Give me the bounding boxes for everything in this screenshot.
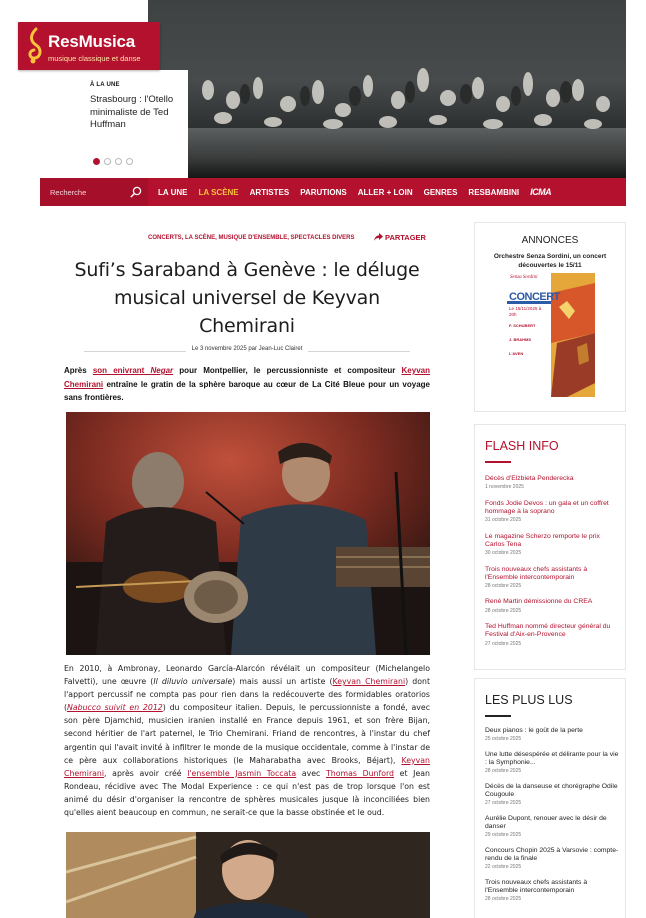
most-read-item-title[interactable]: Concours Chopin 2025 à Varsovie : compte-rendu de la finale xyxy=(485,846,619,862)
body-text-7: et Jean Rondeau, récidive avec The Modal Experience : ce qui n'est pas de trop lorsque l'on est animé du désir d'organiser la rencontre de sphères musicales jusque là inconciliées bien qu'elles aient beaucoup en commun, ne serait-ce que la basse obstinée et le oud. xyxy=(64,768,430,818)
byline xyxy=(64,346,430,352)
flash-item-date: 1 novembre 2025 xyxy=(485,484,524,491)
most-read-item-title[interactable]: Une lutte désespérée et délirante pour la vie : la Symphonie... xyxy=(485,750,619,766)
logo-name: ResMusica xyxy=(48,32,136,51)
flash-item[interactable] xyxy=(485,566,619,589)
most-read-item[interactable] xyxy=(485,751,619,774)
lead-link-text: son enivrant xyxy=(92,366,151,375)
concert-ad[interactable] xyxy=(507,273,595,397)
lead-link-italic: Negar xyxy=(150,366,174,375)
lead-link-negar[interactable] xyxy=(93,366,173,375)
most-read-item[interactable] xyxy=(485,783,619,806)
body-link-nabucco[interactable]: Nabucco suivit en 2012 xyxy=(67,703,163,713)
treble-clef-icon xyxy=(24,27,46,65)
carousel-dots xyxy=(93,158,133,165)
flash-item-date: 28 octobre 2025 xyxy=(485,582,522,589)
featured-card[interactable] xyxy=(80,70,188,178)
search-box xyxy=(40,178,148,206)
body-link-keyvan-2[interactable]: Keyvan Chemirani xyxy=(64,755,430,778)
flash-item-date: 31 octobre 2025 xyxy=(485,517,522,524)
article-lead xyxy=(64,364,430,405)
flash-item[interactable] xyxy=(485,533,619,556)
search-input[interactable] xyxy=(50,185,124,199)
annonces-title: ANNONCES xyxy=(521,235,579,246)
most-read-item-date: 25 octobre 2025 xyxy=(485,736,522,743)
flash-item[interactable] xyxy=(485,500,619,523)
featured-label: À LA UNE xyxy=(90,82,120,88)
nav-menu xyxy=(158,178,551,206)
annonces-box xyxy=(474,222,626,412)
most-read-item[interactable] xyxy=(485,879,619,902)
photo-illustration xyxy=(66,412,430,655)
ad-headline: CONCERT xyxy=(509,291,560,303)
most-read-item[interactable] xyxy=(485,847,619,870)
ad-line-2: J. BRAHMS xyxy=(509,337,532,342)
nav-item-parutions[interactable]: PARUTIONS xyxy=(300,187,347,197)
article-categories[interactable]: CONCERTS, LA SCÈNE, MUSIQUE D'ENSEMBLE, SPECTACLES DIVERS xyxy=(148,235,355,241)
carousel-dot-3[interactable] xyxy=(115,158,122,165)
most-read-rule xyxy=(485,715,511,717)
most-read-item-title[interactable]: Trois nouveaux chefs assistants à l'Ensemble intercontemporain xyxy=(485,878,588,894)
flash-item-date: 27 octobre 2025 xyxy=(485,640,522,647)
nav-item-la-une[interactable]: LA UNE xyxy=(158,187,188,197)
article-body xyxy=(64,662,430,819)
body-text-5: , après avoir créé xyxy=(104,768,188,778)
ad-line-1: F. SCHUBERT xyxy=(509,323,536,328)
most-read-item[interactable] xyxy=(485,727,619,742)
share-button[interactable] xyxy=(374,233,426,242)
most-read-item-date: 27 octobre 2025 xyxy=(485,800,522,807)
body-italic-1: Il diluvio universale xyxy=(153,677,233,687)
share-label: PARTAGER xyxy=(385,233,426,242)
nav-item-genres[interactable]: GENRES xyxy=(423,187,458,197)
icma-logo[interactable]: ICMA xyxy=(530,187,552,197)
carousel-dot-4[interactable] xyxy=(126,158,133,165)
carousel-dot-1[interactable] xyxy=(93,158,100,165)
byline-row xyxy=(64,346,430,356)
flash-info-title: FLASH INFO xyxy=(485,439,559,453)
body-text-4: ) du compositeur italien. Depuis, le percussionniste a fondé, avec son père Djamchid, musicien iranien installé en France depuis 1961, et son frère Bijan, second héritier de l'art paternel, le Trio Chemirani. Friand de rencontres, à l'instar du chef argentin qui l'avait invité à infiltrer le monde de la musique occidentale, comme à l'instar de ce père aux collaborations historiques (le Maharabatha avec Brooks, Béjart), xyxy=(64,703,430,765)
most-read-item[interactable] xyxy=(485,815,619,838)
flash-item-title[interactable]: René Martin démissionne du CREA xyxy=(485,598,593,606)
ad-date: Le 15/11/2025 à 20h xyxy=(509,306,542,317)
article-title: Sufi’s Saraband à Genève : le déluge musical universel de Keyvan Chemirani xyxy=(74,259,420,337)
body-link-keyvan-1[interactable]: Keyvan Chemirani xyxy=(332,677,406,687)
article-photo-pianist xyxy=(66,832,430,918)
flash-item[interactable] xyxy=(485,623,619,646)
article-photo-musicians xyxy=(66,412,430,655)
flash-info-box xyxy=(474,424,626,670)
body-text-1: En 2010, à Ambronay, Leonardo García-Alarcón révélait un compositeur (Michelangelo Falvetti), une œuvre ( xyxy=(64,664,430,687)
flash-item-title[interactable]: Décès d'Elżbieta Penderecka xyxy=(485,475,574,482)
byline-text: Le 3 novembre 2025 par Jean-Luc Clairet xyxy=(188,346,307,352)
most-read-item-date: 22 octobre 2025 xyxy=(485,864,522,871)
featured-title[interactable]: Strasbourg : l'Otello minimaliste de Ted Huffman xyxy=(90,94,174,130)
flash-item-date: 30 octobre 2025 xyxy=(485,550,522,557)
ad-brand: Senza Sordini xyxy=(510,275,538,280)
logo-tagline: musique classique et danse xyxy=(48,54,141,63)
most-read-item-title[interactable]: Décès de la danseuse et chorégraphe Odile Cougoule xyxy=(485,782,618,798)
search-icon[interactable] xyxy=(130,186,142,198)
site-logo[interactable] xyxy=(18,22,160,70)
body-link-jasmin-toccata[interactable]: l'ensemble Jasmin Toccata xyxy=(187,768,297,778)
flash-item-title[interactable]: Le magazine Scherzo remporte le prix Carlos Tena xyxy=(485,532,600,548)
lead-text-2: pour Montpellier, le percussionniste et compositeur xyxy=(173,366,402,375)
most-read-item-title[interactable]: Aurélie Dupont, renouer avec le désir de danser xyxy=(485,814,607,830)
flash-item-title[interactable]: Trois nouveaux chefs assistants à l'Ensemble intercontemporain xyxy=(485,565,588,581)
flash-item-title[interactable]: Fonds Jodie Devos : un gala et un coffret hommage à la soprano xyxy=(485,499,609,515)
most-read-item-date: 28 octobre 2025 xyxy=(485,768,522,775)
lead-text-1: Après xyxy=(64,366,93,375)
body-text-2: ) mais aussi un artiste ( xyxy=(232,677,333,687)
most-read-title: LES PLUS LUS xyxy=(485,693,573,707)
featured-hero-image[interactable] xyxy=(148,0,626,178)
nav-item-la-scene[interactable]: LA SCÈNE xyxy=(198,187,239,197)
nav-item-artistes[interactable]: ARTISTES xyxy=(249,187,290,197)
main-nav xyxy=(40,178,626,206)
dancers-illustration xyxy=(148,0,626,178)
most-read-list xyxy=(485,727,619,911)
carousel-dot-2[interactable] xyxy=(104,158,111,165)
photo2-illustration xyxy=(66,832,430,918)
body-text-6: avec xyxy=(296,768,326,778)
nav-item-aller-loin[interactable]: ALLER + LOIN xyxy=(357,187,413,197)
flash-item-title[interactable]: Ted Huffman nommé directeur général du Festival d'Aix-en-Provence xyxy=(485,623,611,639)
flash-list xyxy=(485,475,619,656)
most-read-item-title[interactable]: Deux pianos : le goût de la perte xyxy=(485,727,583,734)
lead-link-keyvan[interactable]: Keyvan Chemirani xyxy=(64,366,430,389)
body-link-thomas-dunford[interactable]: Thomas Dunford xyxy=(326,768,394,778)
most-read-item-date: 28 octobre 2025 xyxy=(485,896,522,903)
flash-info-rule xyxy=(485,461,511,463)
ad-line-3: L'AVEN xyxy=(509,351,524,356)
flash-item-date: 28 octobre 2025 xyxy=(485,607,522,614)
share-icon xyxy=(374,233,383,241)
lead-text-3: entraîne le gratin de la sphère baroque au cœur de La Cité Bleue pour un voyage sans frontières. xyxy=(64,379,430,402)
flash-item[interactable] xyxy=(485,598,619,613)
most-read-box xyxy=(474,678,626,918)
nav-item-resbambini[interactable]: RESBAMBINI xyxy=(468,187,520,197)
annonces-caption[interactable]: Orchestre Senza Sordini, un concert découvertes le 15/11 xyxy=(493,253,607,269)
body-text-3: ) dont l'apport percussif ne compta pas pour rien dans la redécouverte des formidables oratorios ( xyxy=(64,677,431,713)
most-read-item-date: 29 octobre 2025 xyxy=(485,832,522,839)
flash-item[interactable] xyxy=(485,475,619,490)
